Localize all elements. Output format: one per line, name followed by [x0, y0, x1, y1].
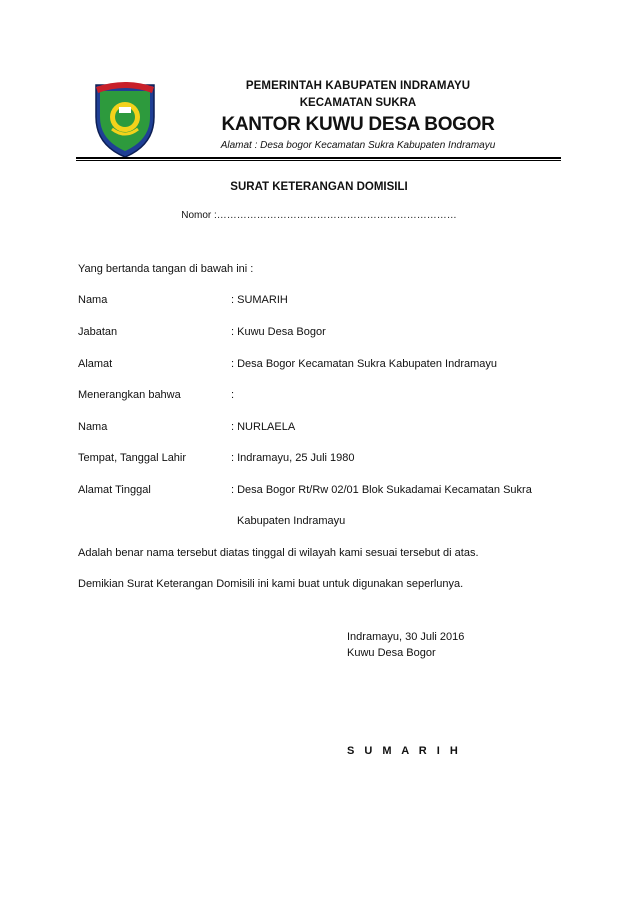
kop-divider-thin [76, 160, 561, 161]
kop-divider-thick [76, 157, 561, 159]
signer-address-value: : Desa Bogor Kecamatan Sukra Kabupaten Indramayu [231, 358, 497, 370]
signer-name-label: Nama [78, 294, 108, 306]
subject-address-value: : Desa Bogor Rt/Rw 02/01 Blok Sukadamai Kecamatan Sukra [231, 484, 532, 496]
kop-kecamatan-name: KECAMATAN SUKRA [299, 97, 417, 109]
statement-text: Adalah benar nama tersebut diatas tinggal di wilayah kami sesuai tersebut di atas. [78, 547, 479, 559]
signer-name-value: : SUMARIH [231, 294, 288, 306]
kop-address: Alamat : Desa bogor Kecamatan Sukra Kabupaten Indramayu [220, 140, 496, 151]
signer-position-label: Jabatan [78, 326, 118, 338]
subject-name-label: Nama [78, 421, 108, 433]
subject-address-label: Alamat Tinggal [78, 484, 151, 496]
menerangkan-colon: : [231, 389, 235, 401]
signature-place-date: Indramayu, 30 Juli 2016 [347, 631, 465, 643]
kop-office-name: KANTOR KUWU DESA BOGOR [221, 114, 495, 135]
letter-number: Nomor :……………………………………………………………… [181, 210, 457, 221]
subject-address-continuation: Kabupaten Indramayu [237, 515, 346, 527]
signer-address-label: Alamat [78, 358, 113, 370]
closing-text: Demikian Surat Keterangan Domisili ini kami buat untuk digunakan seperlunya. [78, 578, 464, 590]
intro-text: Yang bertanda tangan di bawah ini : [78, 263, 254, 275]
kop-government-name: PEMERINTAH KABUPATEN INDRAMAYU [245, 80, 471, 92]
signature-position: Kuwu Desa Bogor [347, 647, 436, 659]
subject-birth-value: : Indramayu, 25 Juli 1980 [231, 452, 355, 464]
menerangkan-label: Menerangkan bahwa [78, 389, 181, 401]
signer-position-value: : Kuwu Desa Bogor [231, 326, 326, 338]
signature-name: S U M A R I H [347, 745, 462, 757]
letter-title: SURAT KETERANGAN DOMISILI [230, 181, 408, 193]
subject-birth-label: Tempat, Tanggal Lahir [78, 452, 187, 464]
subject-name-value: : NURLAELA [231, 421, 296, 433]
